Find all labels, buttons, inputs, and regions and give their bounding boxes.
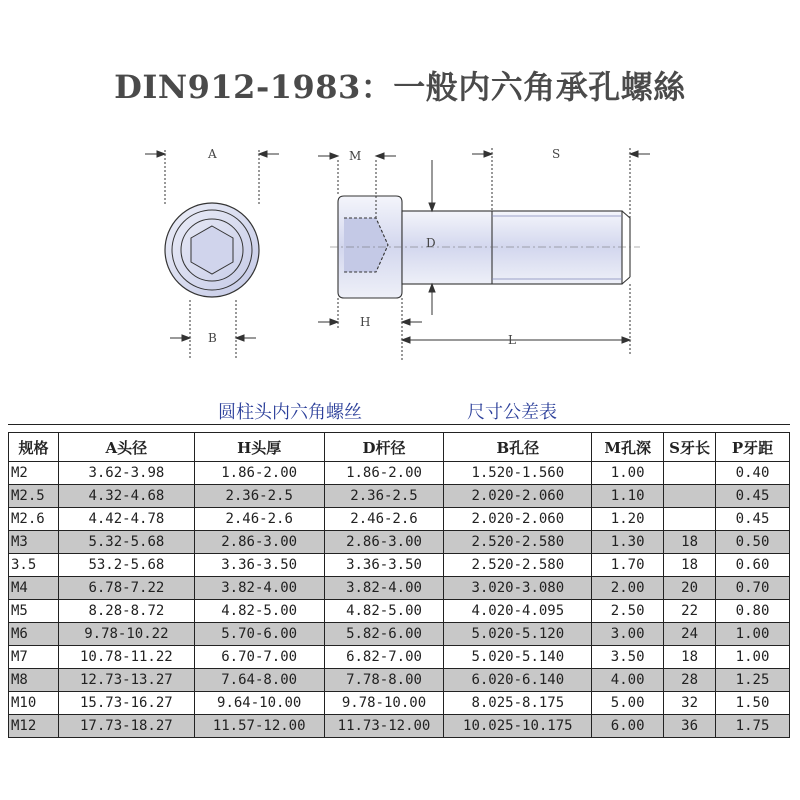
table-cell: M8	[9, 669, 59, 692]
label-A: A	[208, 147, 217, 161]
table-cell: 3.82-4.00	[324, 577, 444, 600]
table-cell	[664, 485, 716, 508]
table-cell: 0.60	[716, 554, 790, 577]
table-cell: 4.42-4.78	[58, 508, 194, 531]
table-cell: 4.32-4.68	[58, 485, 194, 508]
table-cell: 2.00	[592, 577, 664, 600]
title-description: 一般内六角承孔螺絲	[393, 68, 686, 106]
table-cell: 1.20	[592, 508, 664, 531]
header-m: M孔深	[592, 433, 664, 462]
table-cell	[664, 462, 716, 485]
table-cell: M7	[9, 646, 59, 669]
table-cell: 3.50	[592, 646, 664, 669]
table-cell: 10.78-11.22	[58, 646, 194, 669]
table-cell: 9.64-10.00	[194, 692, 324, 715]
table-cell: 8.025-8.175	[444, 692, 592, 715]
table-cell: 4.82-5.00	[324, 600, 444, 623]
table-cell: 5.020-5.140	[444, 646, 592, 669]
table-cell: 6.78-7.22	[58, 577, 194, 600]
table-cell: 0.80	[716, 600, 790, 623]
table-cell: 1.25	[716, 669, 790, 692]
table-cell: 17.73-18.27	[58, 715, 194, 738]
table-row	[9, 623, 790, 646]
table-cell: 2.020-2.060	[444, 508, 592, 531]
table-row	[9, 485, 790, 508]
table-cell: 5.32-5.68	[58, 531, 194, 554]
table-cell: 2.020-2.060	[444, 485, 592, 508]
table-cell: 0.50	[716, 531, 790, 554]
table-cell: 53.2-5.68	[58, 554, 194, 577]
table-cell: 18	[664, 554, 716, 577]
header-h: H头厚	[194, 433, 324, 462]
label-H: H	[360, 315, 371, 329]
table-cell: 3.5	[9, 554, 59, 577]
table-cell: 4.020-4.095	[444, 600, 592, 623]
table-cell: 3.020-3.080	[444, 577, 592, 600]
table-cell: M3	[9, 531, 59, 554]
header-b: B孔径	[444, 433, 592, 462]
table-row	[9, 531, 790, 554]
table-cell: 32	[664, 692, 716, 715]
table-cell: 11.57-12.00	[194, 715, 324, 738]
table-cell: 18	[664, 646, 716, 669]
table-cell: 12.73-13.27	[58, 669, 194, 692]
table-cell: 1.86-2.00	[194, 462, 324, 485]
table-cell: 2.520-2.580	[444, 531, 592, 554]
table-cell: 6.00	[592, 715, 664, 738]
label-M: M	[349, 149, 362, 163]
label-S: S	[552, 147, 561, 161]
table-cell: 0.40	[716, 462, 790, 485]
table-cell: 18	[664, 531, 716, 554]
table-cell: 7.78-8.00	[324, 669, 444, 692]
table-cell: 20	[664, 577, 716, 600]
table-cell: 9.78-10.22	[58, 623, 194, 646]
table-row	[9, 577, 790, 600]
table-cell: 3.82-4.00	[194, 577, 324, 600]
table-row	[9, 715, 790, 738]
table-row	[9, 600, 790, 623]
dimension-L	[402, 284, 630, 356]
table-header-row	[9, 433, 790, 462]
table-cell: 7.64-8.00	[194, 669, 324, 692]
table-cell: M2.5	[9, 485, 59, 508]
table-cell: 11.73-12.00	[324, 715, 444, 738]
bolt-side-view	[330, 196, 640, 298]
head-top-view	[165, 150, 259, 360]
header-d: D杆径	[324, 433, 444, 462]
table-cell: 1.50	[716, 692, 790, 715]
title-standard: DIN912-1983	[114, 68, 361, 106]
table-cell: 6.82-7.00	[324, 646, 444, 669]
tolerance-table	[8, 432, 790, 738]
table-row	[9, 462, 790, 485]
table-cell: 2.46-2.6	[324, 508, 444, 531]
table-cell: 2.520-2.580	[444, 554, 592, 577]
table-cell: 2.36-2.5	[194, 485, 324, 508]
table-title-right: 尺寸公差表	[467, 402, 557, 423]
table-cell: 22	[664, 600, 716, 623]
table-cell: 4.82-5.00	[194, 600, 324, 623]
table-cell: 0.70	[716, 577, 790, 600]
table-title-left: 圆柱头内六角螺丝	[218, 402, 362, 423]
table-cell: 2.86-3.00	[324, 531, 444, 554]
table-cell: 5.70-6.00	[194, 623, 324, 646]
header-spec: 规格	[9, 433, 59, 462]
table-cell: M4	[9, 577, 59, 600]
table-cell: 9.78-10.00	[324, 692, 444, 715]
table-row	[9, 669, 790, 692]
table-cell: 1.00	[592, 462, 664, 485]
table-cell: 28	[664, 669, 716, 692]
table-cell: M12	[9, 715, 59, 738]
table-cell: 2.50	[592, 600, 664, 623]
header-p: P牙距	[716, 433, 790, 462]
table-cell: 15.73-16.27	[58, 692, 194, 715]
table-cell: 1.00	[716, 646, 790, 669]
table-row	[9, 646, 790, 669]
table-cell: 10.025-10.175	[444, 715, 592, 738]
label-D: D	[426, 236, 436, 250]
label-B: B	[208, 331, 217, 345]
table-cell: 4.00	[592, 669, 664, 692]
table-cell: 1.75	[716, 715, 790, 738]
title-separator: ：	[360, 68, 394, 106]
table-cell: 2.86-3.00	[194, 531, 324, 554]
header-a: A头径	[58, 433, 194, 462]
table-cell: 1.30	[592, 531, 664, 554]
table-cell: 6.70-7.00	[194, 646, 324, 669]
table-cell: 5.00	[592, 692, 664, 715]
table-cell: 1.70	[592, 554, 664, 577]
table-cell: 2.36-2.5	[324, 485, 444, 508]
table-cell	[664, 508, 716, 531]
table-cell: 24	[664, 623, 716, 646]
table-cell: 1.00	[716, 623, 790, 646]
label-L: L	[508, 333, 516, 347]
table-cell: 5.82-6.00	[324, 623, 444, 646]
table-cell: 1.10	[592, 485, 664, 508]
table-cell: 3.62-3.98	[58, 462, 194, 485]
table-row	[9, 508, 790, 531]
table-cell: 0.45	[716, 485, 790, 508]
table-cell: 8.28-8.72	[58, 600, 194, 623]
table-cell: 3.36-3.50	[324, 554, 444, 577]
dimension-S	[472, 148, 650, 218]
table-cell: 2.46-2.6	[194, 508, 324, 531]
table-cell: M2	[9, 462, 59, 485]
table-cell: M10	[9, 692, 59, 715]
dimension-H	[318, 298, 422, 360]
table-cell: 3.00	[592, 623, 664, 646]
table-cell: M6	[9, 623, 59, 646]
table-cell: 1.86-2.00	[324, 462, 444, 485]
table-cell: 0.45	[716, 508, 790, 531]
table-cell: M2.6	[9, 508, 59, 531]
table-body	[9, 462, 790, 738]
header-s: S牙长	[664, 433, 716, 462]
table-cell: M5	[9, 600, 59, 623]
table-cell: 36	[664, 715, 716, 738]
table-cell: 3.36-3.50	[194, 554, 324, 577]
table-row	[9, 554, 790, 577]
table-cell: 5.020-5.120	[444, 623, 592, 646]
table-row	[9, 692, 790, 715]
table-cell: 1.520-1.560	[444, 462, 592, 485]
table-cell: 6.020-6.140	[444, 669, 592, 692]
